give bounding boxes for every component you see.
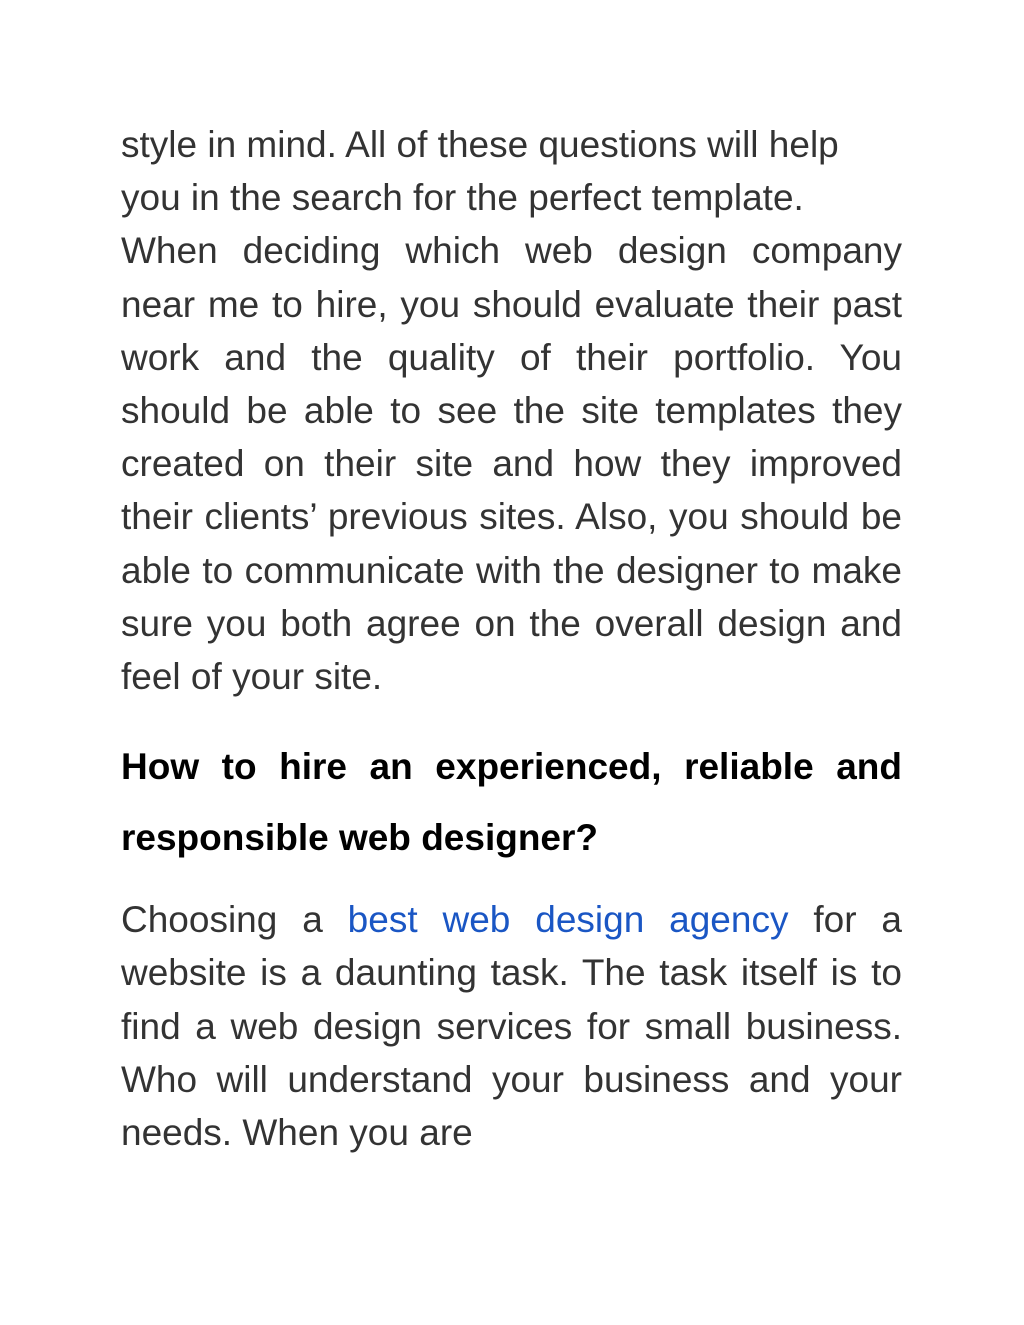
best-web-design-agency-link[interactable]: best web design agency (347, 899, 789, 941)
document-content (121, 118, 902, 1159)
section-heading: How to hire an experienced, reliable and responsible web designer? (121, 746, 902, 859)
paragraph-hiring-company: When deciding which web design company near me to hire, you should evaluate their past work and the quality of their portfolio. You should be able to see the site templates they created on their site and how they improved their clients’ previous sites. Also, you should be able to communicate with the designer to make sure you both agree on the overall design and feel of your site. (121, 230, 902, 698)
paragraph-choosing-agency (121, 893, 902, 1159)
paragraph-continuation: style in mind. All of these questions will help you in the search for the perfect template. (121, 124, 839, 219)
paragraph-text-before-link: Choosing a (121, 899, 348, 941)
paragraph-text-after-link: for a website is a daunting task. The task itself is to find a web design services for small business. Who will understand your business and your needs. When you are (121, 899, 902, 1154)
